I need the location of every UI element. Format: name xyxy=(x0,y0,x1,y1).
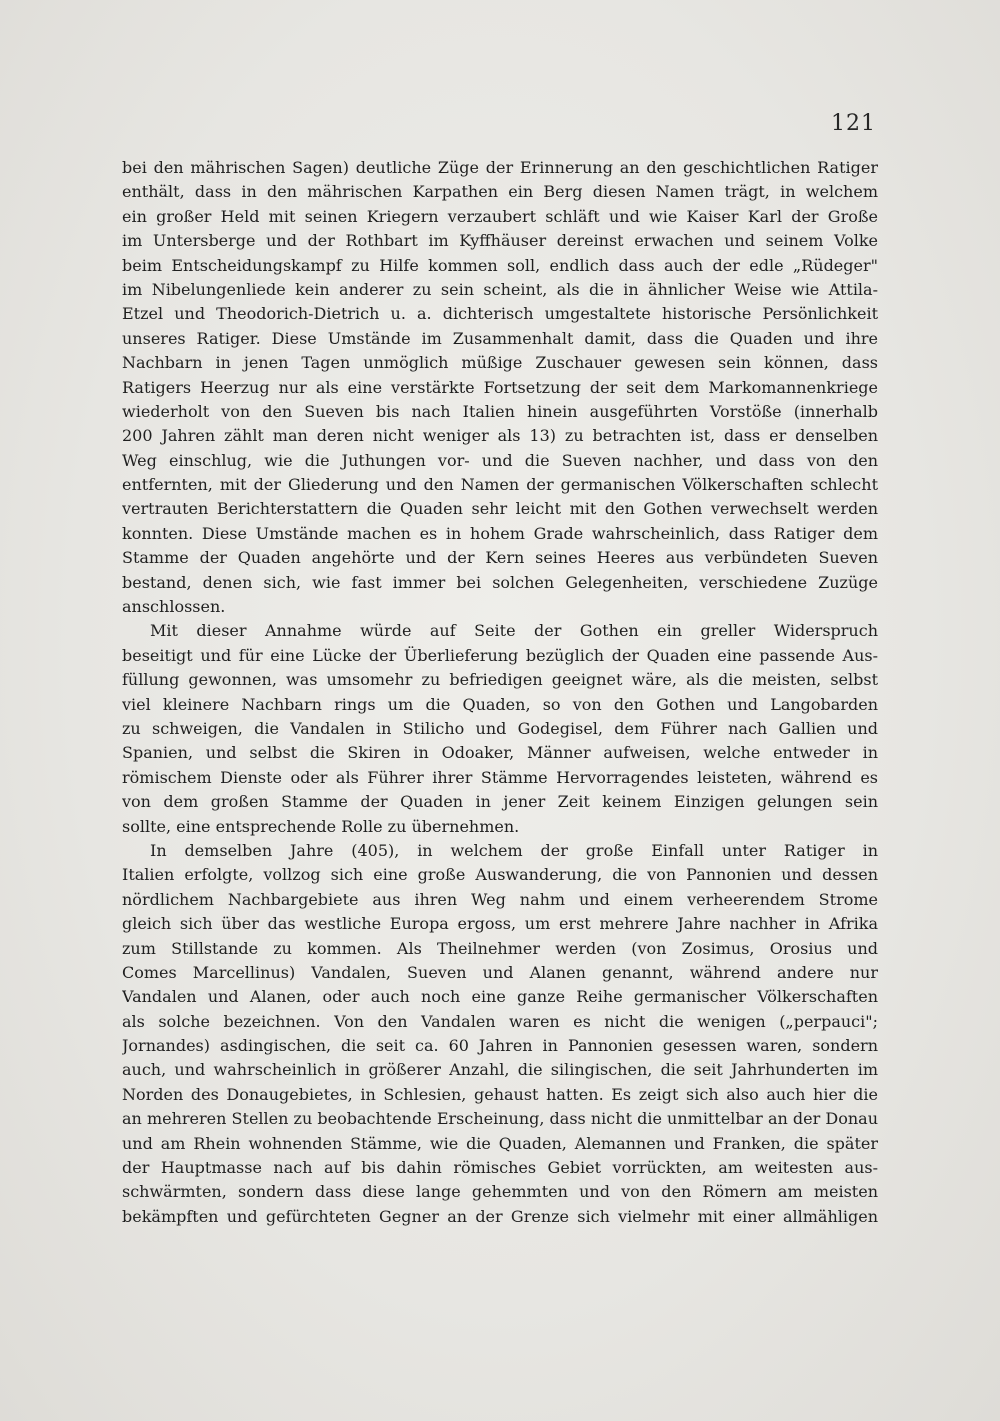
text-line: im Untersberge und der Rothbart im Kyffhäuser dereinst erwachen und seinem Volke xyxy=(122,231,878,251)
text-line: bekämpften und gefürchteten Gegner an der Grenze sich vielmehr mit einer allmähligen xyxy=(122,1206,878,1226)
text-line: ein großer Held mit seinen Kriegern verzaubert schläft und wie Kaiser Karl der Große xyxy=(122,206,878,226)
text-line: enthält, dass in den mährischen Karpathen ein Berg diesen Namen trägt, in welchem xyxy=(122,182,878,202)
text-line: Italien erfolgte, vollzog sich eine große Auswanderung, die von Pannonien und dessen xyxy=(122,865,878,885)
text-line: vertrauten Berichterstattern die Quaden sehr leicht mit den Gothen verwechselt werden xyxy=(122,499,878,519)
text-line: auch, und wahrscheinlich in größerer Anzahl, die silingischen, die seit Jahrhunderten im xyxy=(122,1060,878,1080)
text-line: Mit dieser Annahme würde auf Seite der Gothen ein greller Widerspruch xyxy=(150,621,878,641)
text-line: Comes Marcellinus) Vandalen, Sueven und Alanen genannt, während andere nur xyxy=(122,962,878,982)
text-line: zum Stillstande zu kommen. Als Theilnehmer werden (von Zosimus, Orosius und xyxy=(122,938,878,958)
text-line: als solche bezeichnen. Von den Vandalen waren es nicht die wenigen („perpauci"; xyxy=(122,1011,878,1031)
text-line: schwärmten, sondern dass diese lange gehemmten und von den Römern am meisten xyxy=(122,1182,878,1202)
text-line: römischem Dienste oder als Führer ihrer Stämme Hervorragendes leisteten, während es xyxy=(122,767,878,787)
text-line: Norden des Donaugebietes, in Schlesien, gehaust hatten. Es zeigt sich also auch hier die xyxy=(122,1084,878,1104)
text-line: Spanien, und selbst die Skiren in Odoaker, Männer aufweisen, welche entweder in xyxy=(122,743,878,763)
text-line: Weg einschlug, wie die Juthungen vor- und die Sueven nachher, und dass von den xyxy=(122,450,878,470)
text-line: In demselben Jahre (405), in welchem der große Einfall unter Ratiger in xyxy=(150,840,878,860)
text-line: bei den mährischen Sagen) deutliche Züge der Erinnerung an den geschichtlichen Ratiger xyxy=(122,158,878,177)
text-line: zu schweigen, die Vandalen in Stilicho und Godegisel, dem Führer nach Gallien und xyxy=(122,718,878,738)
text-line: der Hauptmasse nach auf bis dahin römisches Gebiet vorrückten, am weitesten aus- xyxy=(122,1158,878,1178)
text-line: konnten. Diese Umstände machen es in hohem Grade wahrscheinlich, dass Ratiger dem xyxy=(122,523,878,543)
text-line: gleich sich über das westliche Europa ergoss, um erst mehrere Jahre nachher in Afrika xyxy=(122,914,878,934)
text-line: bestand, denen sich, wie fast immer bei solchen Gelegenheiten, verschiedene Zuzüge xyxy=(122,572,878,592)
text-line: Ratigers Heerzug nur als eine verstärkte Fortsetzung der seit dem Markomannenkriege xyxy=(122,377,878,397)
text-line: an mehreren Stellen zu beobachtende Erscheinung, dass nicht die unmittelbar an der Donau xyxy=(122,1109,878,1129)
text-line: nördlichem Nachbargebiete aus ihren Weg nahm und einem verheerendem Strome xyxy=(122,889,878,909)
text-line: viel kleinere Nachbarn rings um die Quaden, so von den Gothen und Langobarden xyxy=(122,694,878,714)
text-line: und am Rhein wohnenden Stämme, wie die Quaden, Alemannen und Franken, die später xyxy=(122,1133,878,1153)
text-line: Jornandes) asdingischen, die seit ca. 60 Jahren in Pannonien gesessen waren, sondern xyxy=(122,1036,878,1056)
text-line: unseres Ratiger. Diese Umstände im Zusammenhalt damit, dass die Quaden und ihre xyxy=(122,328,878,348)
text-line: entfernten, mit der Gliederung und den Namen der germanischen Völkerschaften schlecht xyxy=(122,475,878,495)
text-line: Nachbarn in jenen Tagen unmöglich müßige Zuschauer gewesen sein können, dass xyxy=(122,353,878,373)
text-line: Etzel und Theodorich-Dietrich u. a. dichterisch umgestaltete historische Persönlichkeit xyxy=(122,304,878,324)
text-line: beim Entscheidungskampf zu Hilfe kommen soll, endlich dass auch der edle „Rüdeger" xyxy=(122,255,878,275)
text-line: anschlossen. xyxy=(122,597,226,617)
page-number: 121 xyxy=(831,111,876,136)
text-line: wiederholt von den Sueven bis nach Italien hinein ausgeführten Vorstöße (innerhalb xyxy=(122,401,878,421)
text-line: Vandalen und Alanen, oder auch noch eine ganze Reihe germanischer Völkerschaften xyxy=(122,987,878,1007)
body-text xyxy=(122,156,878,1229)
text-line: beseitigt und für eine Lücke der Überlieferung bezüglich der Quaden eine passende Aus- xyxy=(122,645,878,665)
text-line: im Nibelungenliede kein anderer zu sein scheint, als die in ähnlicher Weise wie Attila- xyxy=(122,279,878,299)
text-line: 200 Jahren zählt man deren nicht weniger als 13) zu betrachten ist, dass er denselben xyxy=(122,426,878,446)
text-line: füllung gewonnen, was umsomehr zu befriedigen geeignet wäre, als die meisten, selbst xyxy=(122,670,878,690)
text-line: Stamme der Quaden angehörte und der Kern seines Heeres aus verbündeten Sueven xyxy=(122,548,878,568)
text-line: von dem großen Stamme der Quaden in jener Zeit keinem Einzigen gelungen sein xyxy=(122,792,878,812)
text-line: sollte, eine entsprechende Rolle zu übernehmen. xyxy=(122,816,520,836)
